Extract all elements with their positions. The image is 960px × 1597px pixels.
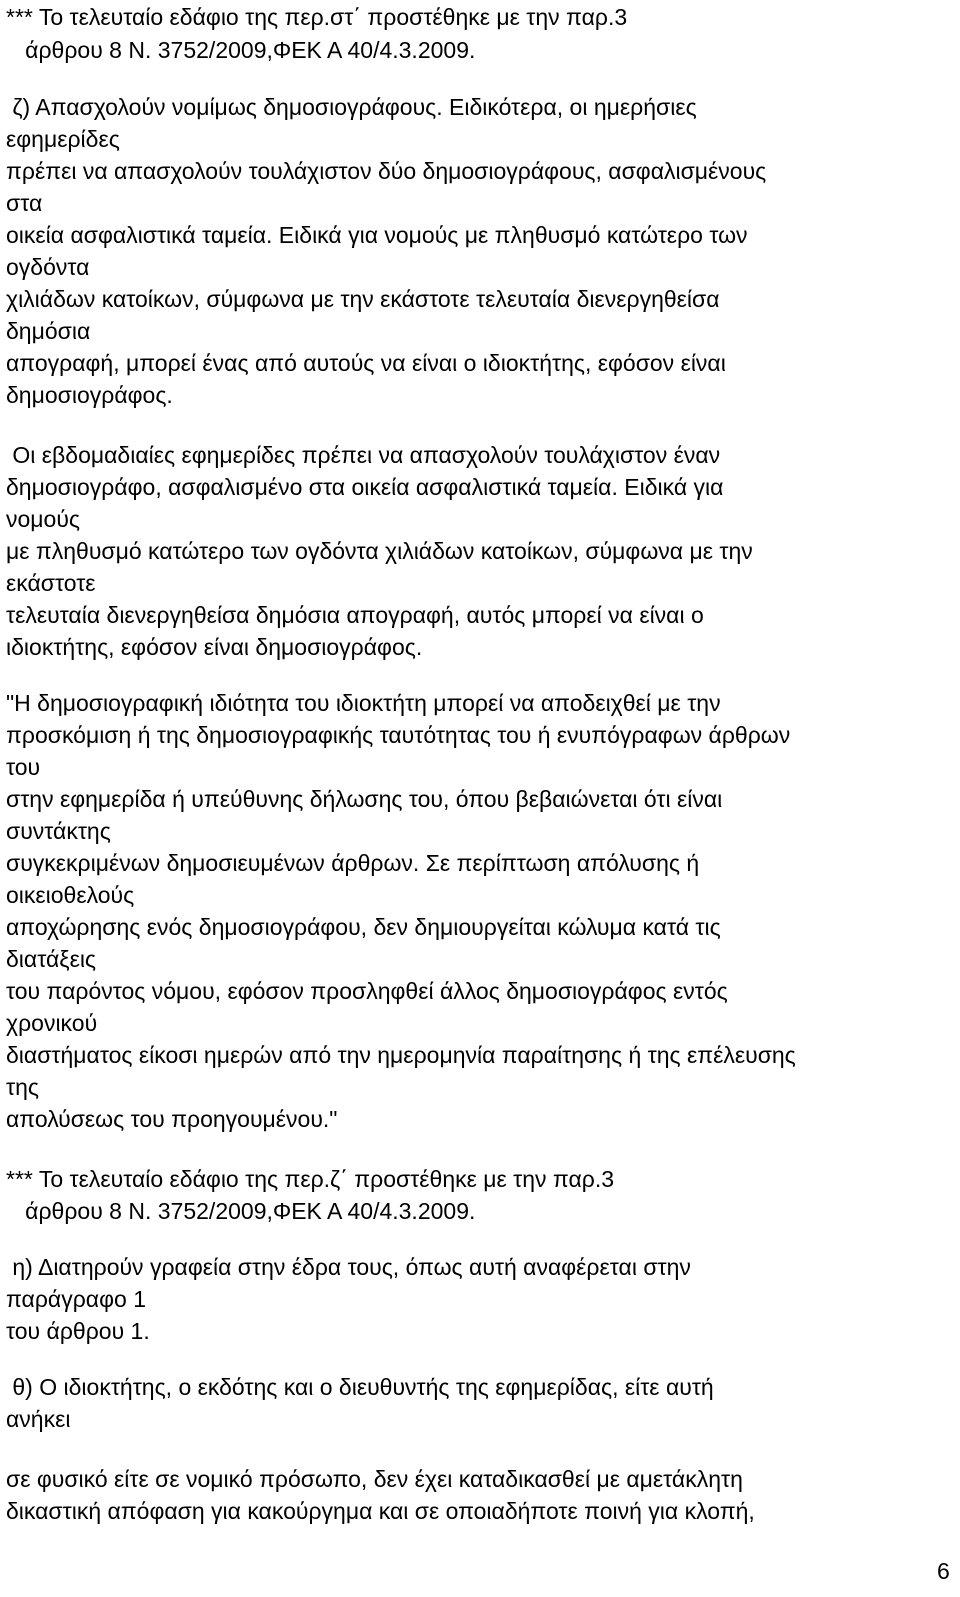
text-line: προσκόμιση ή της δημοσιογραφικής ταυτότητας του ή ενυπόγραφων άρθρων xyxy=(6,722,791,748)
text-line: η) Διατηρούν γραφεία στην έδρα τους, όπως αυτή αναφέρεται στην xyxy=(6,1254,691,1280)
page-number: 6 xyxy=(937,1558,950,1584)
text-line: άρθρου 8 Ν. 3752/2009,ΦΕΚ Α 40/4.3.2009. xyxy=(6,37,476,63)
text-line: εκάστοτε xyxy=(6,570,96,596)
text-line: της xyxy=(6,1074,39,1100)
text-line: Οι εβδομαδιαίες εφημερίδες πρέπει να απασχολούν τουλάχιστον έναν xyxy=(6,442,721,468)
text-line: του άρθρου 1. xyxy=(6,1318,150,1344)
text-line: νομούς xyxy=(6,506,80,532)
text-line: αποχώρησης ενός δημοσιογράφου, δεν δημιουργείται κώλυμα κατά τις xyxy=(6,914,721,940)
text-line: οικεία ασφαλιστικά ταμεία. Ειδικά για νομούς με πληθυσμό κατώτερο των xyxy=(6,222,748,248)
text-line: του xyxy=(6,754,41,780)
text-line: "Η δημοσιογραφική ιδιότητα του ιδιοκτήτη μπορεί να αποδειχθεί με την xyxy=(6,690,721,716)
text-line: στην εφημερίδα ή υπεύθυνης δήλωσης του, όπου βεβαιώνεται ότι είναι xyxy=(6,786,723,812)
text-line: ζ) Απασχολούν νομίμως δημοσιογράφους. Ειδικότερα, οι ημερήσιες xyxy=(6,94,697,120)
text-line: ανήκει xyxy=(6,1406,71,1432)
text-line: παράγραφο 1 xyxy=(6,1286,146,1312)
text-line: άρθρου 8 Ν. 3752/2009,ΦΕΚ Α 40/4.3.2009. xyxy=(6,1198,476,1224)
text-line: συντάκτης xyxy=(6,818,111,844)
text-line: δημόσια xyxy=(6,318,91,344)
text-line: ογδόντα xyxy=(6,254,90,280)
text-line: πρέπει να απασχολούν τουλάχιστον δύο δημοσιογράφους, ασφαλισμένους xyxy=(6,158,767,184)
text-line: οικειοθελούς xyxy=(6,882,135,908)
text-line: εφημερίδες xyxy=(6,126,120,152)
text-line: με πληθυσμό κατώτερο των ογδόντα χιλιάδων κατοίκων, σύμφωνα με την xyxy=(6,538,753,564)
text-line: του παρόντος νόμου, εφόσον προσληφθεί άλλος δημοσιογράφος εντός xyxy=(6,978,728,1004)
text-line: ιδιοκτήτης, εφόσον είναι δημοσιογράφος. xyxy=(6,634,423,660)
text-line: σε φυσικό είτε σε νομικό πρόσωπο, δεν έχει καταδικασθεί με αμετάκλητη xyxy=(6,1466,743,1492)
text-line: στα xyxy=(6,190,43,216)
text-line: συγκεκριμένων δημοσιευμένων άρθρων. Σε περίπτωση απόλυσης ή xyxy=(6,850,700,876)
text-line: τελευταία διενεργηθείσα δημόσια απογραφή, αυτός μπορεί να είναι ο xyxy=(6,602,704,628)
text-line: *** Το τελευταίο εδάφιο της περ.ζ΄ προστέθηκε με την παρ.3 xyxy=(6,1166,615,1192)
text-line: απολύσεως του προηγουμένου." xyxy=(6,1106,338,1132)
text-line: διαστήματος είκοσι ημερών από την ημερομηνία παραίτησης ή της επέλευσης xyxy=(6,1042,796,1068)
text-line: δικαστική απόφαση για κακούργημα και σε οποιαδήποτε ποινή για κλοπή, xyxy=(6,1498,755,1524)
text-line: *** Το τελευταίο εδάφιο της περ.στ΄ προστέθηκε με την παρ.3 xyxy=(6,4,628,30)
text-line: χρονικού xyxy=(6,1010,98,1036)
text-line: απογραφή, μπορεί ένας από αυτούς να είναι ο ιδιοκτήτης, εφόσον είναι xyxy=(6,350,726,376)
text-line: δημοσιογράφος. xyxy=(6,382,173,408)
text-line: διατάξεις xyxy=(6,946,97,972)
text-line: δημοσιογράφο, ασφαλισμένο στα οικεία ασφαλιστικά ταμεία. Ειδικά για xyxy=(6,474,724,500)
text-line: θ) Ο ιδιοκτήτης, ο εκδότης και ο διευθυντής της εφημερίδας, είτε αυτή xyxy=(6,1374,714,1400)
text-line: χιλιάδων κατοίκων, σύμφωνα με την εκάστοτε τελευταία διενεργηθείσα xyxy=(6,286,720,312)
